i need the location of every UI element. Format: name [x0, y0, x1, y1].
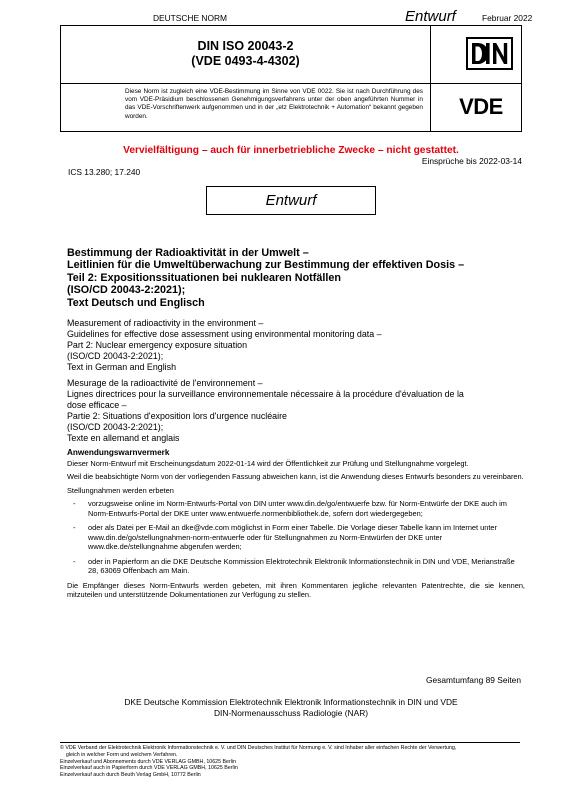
- notice-paragraph: Stellungnahmen werden erbeten: [67, 485, 174, 495]
- vde-logo: VDE: [459, 94, 503, 119]
- title-line: Bestimmung der Radioaktivität in der Umwelt –: [67, 247, 309, 259]
- footer-line: Einzelverkauf und Abonnements durch VDE VERLAG GMBH, 10625 Berlin: [60, 758, 237, 765]
- title-line: (ISO/CD 20043-2:2021);: [67, 421, 164, 432]
- box-divider-horizontal: [61, 83, 521, 84]
- title-line: Measurement of radioactivity in the environment –: [67, 318, 264, 328]
- title-line: Text Deutsch und Englisch: [67, 296, 205, 309]
- title-line: Guidelines for effective dose assessment using environmental monitoring data –: [67, 328, 382, 339]
- footer-line: © VDE Verband der Elektrotechnik Elektronik Informationstechnik e. V. und DIN Deutsches Institut für Normung e. V. sind Inhaber aller einfachen Rechte der Verwertung,: [60, 745, 457, 751]
- din-logo-glyphs: [468, 39, 511, 68]
- draft-stamp-box: Entwurf: [206, 186, 376, 215]
- title-line: Mesurage de la radioactivité de l'environnement –: [67, 378, 263, 388]
- title-line: (ISO/CD 20043-2:2021);: [67, 350, 164, 361]
- box-divider-vertical: [430, 26, 431, 131]
- list-item: [67, 499, 525, 518]
- list-item: [67, 523, 525, 552]
- ics-code: ICS 13.280; 17.240: [68, 167, 141, 177]
- document-header-box: [60, 25, 522, 132]
- footer-divider: [60, 742, 520, 743]
- notice-paragraph: Weil die beabsichtigte Norm von der vorliegenden Fassung abweichen kann, ist die Anwendung dieses Entwurfs besonders zu vereinbaren.: [67, 472, 524, 481]
- list-item-text: oder in Papierform an die DKE Deutsche Kommission Elektrotechnik Elektronik Informationstechnik in DIN und VDE, Merianstraße 28, 63069 Offenbach am Main.: [88, 556, 515, 575]
- footer-line: gleich in welcher Form und welchem Verfahren.: [60, 751, 178, 758]
- application-notice: [67, 448, 525, 604]
- list-item-text: vorzugsweise online im Norm-Entwurfs-Portal von DIN unter www.din.de/go/entwuerfe bzw. für Norm-Entwürfe der DKE auch im Norm-Entwurfs-Portal der DKE unter www.entwuerfe.normenbibliothek.de, sofern dort wiedergegeben;: [88, 499, 507, 518]
- national-norm-label: DEUTSCHE NORM: [153, 13, 227, 23]
- draft-label: Entwurf: [405, 8, 456, 25]
- comment-channels-list: [67, 499, 525, 576]
- title-line: Partie 2: Situations d'exposition lors d'urgence nucléaire: [67, 410, 287, 421]
- list-item: [67, 557, 525, 576]
- title-line: Teil 2: Expositionssituationen bei nuklearen Notfällen: [67, 271, 341, 284]
- footer-line: Einzelverkauf auch durch Beuth Verlag GmbH, 10772 Berlin: [60, 772, 201, 779]
- bullet-dash: -: [73, 499, 76, 508]
- issue-date: Februar 2022: [482, 13, 533, 23]
- title-english: [67, 318, 527, 373]
- objection-deadline: Einsprüche bis 2022-03-14: [421, 156, 522, 166]
- title-line: (ISO/CD 20043-2:2021);: [67, 284, 186, 297]
- title-line: Part 2: Nuclear emergency exposure situation: [67, 339, 248, 350]
- bullet-dash: -: [73, 556, 76, 566]
- copy-warning: Vervielfältigung – auch für innerbetriebliche Zwecke – nicht gestattet.: [123, 145, 459, 156]
- standard-number-din: DIN ISO 20043-2: [197, 39, 294, 53]
- total-pages: Gesamtumfang 89 Seiten: [426, 675, 521, 685]
- notice-paragraph: Dieser Norm-Entwurf mit Erscheinungsdatum 2022-01-14 wird der Öffentlichkeit zur Prüfung und Stellungnahme vorgelegt.: [67, 458, 469, 468]
- notice-heading: Anwendungswarnvermerk: [67, 448, 170, 457]
- title-line: Text in German and English: [67, 361, 177, 372]
- vde-regulation-note: Diese Norm ist zugleich eine VDE-Bestimmung im Sinne von VDE 0022. Sie ist nach Durchführung des vom VDE-Präsidium beschlossenen Genehmigungsverfahrens unter der oben angeführten Nummer in das VDE-Vorschriftenwerk aufgenommen und in der „etz Elektrotechnik + Automation“ bekannt gegeben worden.: [125, 88, 423, 120]
- bullet-dash: -: [73, 523, 76, 532]
- list-item-text: oder als Datei per E-Mail an dke@vde.com möglichst in Form einer Tabelle. Die Vorlage dieser Tabelle kann im Internet unter www.din.de/go/stellungnahmen-norm-entwuerfe oder für Stellungnahmen zu Norm-Entwürfen der DKE unter www.dke.de/stellungnahme abgerufen werden;: [88, 523, 497, 551]
- title-line: dose efficace –: [67, 399, 127, 410]
- organisation-line: DKE Deutsche Kommission Elektrotechnik Elektronik Informationstechnik in DIN und VDE: [124, 697, 458, 707]
- standard-number: [61, 39, 430, 69]
- title-german: [67, 247, 527, 309]
- copyright-footer: [60, 745, 526, 779]
- title-line: Leitlinien für die Umweltüberwachung zur Bestimmung der effektiven Dosis –: [67, 259, 465, 272]
- responsible-organisation: [60, 697, 522, 718]
- title-line: Texte en allemand et anglais: [67, 432, 180, 443]
- standard-number-vde: (VDE 0493-4-4302): [191, 54, 300, 68]
- title-french: [67, 378, 527, 443]
- footer-line: Einzelverkauf auch in Papierform durch VDE VERLAG GMBH, 10625 Berlin: [60, 765, 238, 772]
- din-logo: [466, 37, 513, 70]
- organisation-line: DIN-Normenausschuss Radiologie (NAR): [213, 707, 369, 718]
- notice-paragraph: Die Empfänger dieses Norm-Entwurfs werden gebeten, mit ihren Kommentaren jegliche relevanten Patentrechte, die sie kennen, mitzuteilen und unterstützende Dokumentationen zur Verfügung zu stellen.: [67, 580, 525, 599]
- title-line: Lignes directrices pour la surveillance environnementale nécessaire à la procédure d'évaluation de la: [67, 388, 464, 399]
